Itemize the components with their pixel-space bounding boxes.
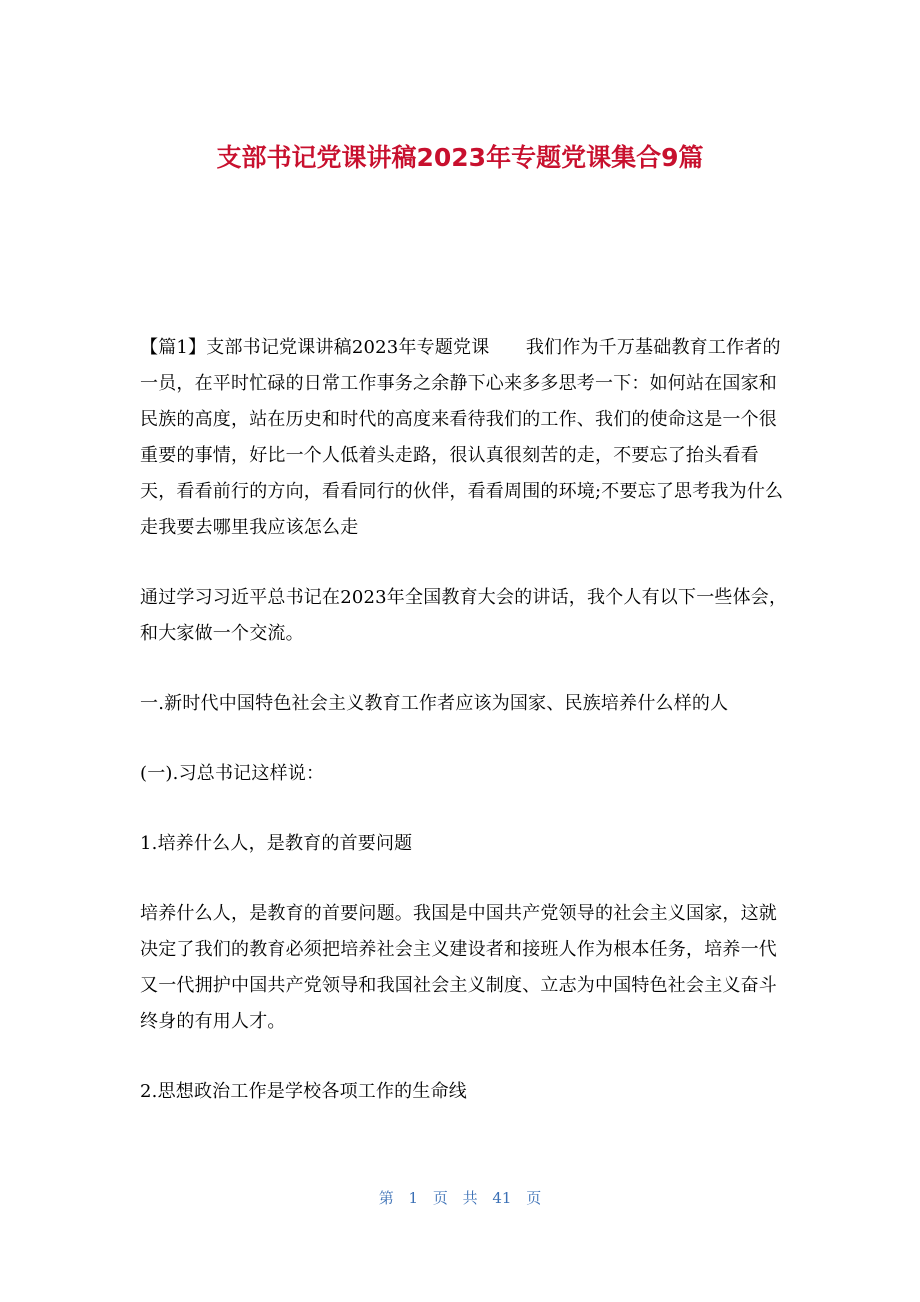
heading-point-1: 1.培养什么人，是教育的首要问题: [140, 833, 413, 854]
document-title: 支部书记党课讲稿2023年专题党课集合9篇: [216, 143, 704, 172]
heading-point-2: 2.思想政治工作是学校各项工作的生命线: [140, 1081, 467, 1102]
document-body: [140, 330, 790, 1110]
heading-section-1: 一.新时代中国特色社会主义教育工作者应该为国家、民族培养什么样的人: [140, 693, 729, 714]
paragraph-study: 通过学习习近平总书记在2023年全国教育大会的讲话，我个人有以下一些体会，和大家做一个交流。: [140, 587, 788, 644]
paragraph-point-1: 培养什么人，是教育的首要问题。我国是中国共产党领导的社会主义国家，这就决定了我们的教育必须把培养社会主义建设者和接班人作为根本任务，培养一代又一代拥护中国共产党领导和我国社会主义制度、立志为中国特色社会主义奋斗终身的有用人才。: [140, 903, 777, 1032]
heading-subsection-1: (一).习总书记这样说：: [140, 763, 325, 784]
page-footer: 第 1 页 共 41 页: [378, 1189, 542, 1207]
paragraph-intro: 【篇1】支部书记党课讲稿2023年专题党课 我们作为千万基础教育工作者的一员，在平时忙碌的日常工作事务之余静下心来多多思考一下：如何站在国家和民族的高度，站在历史和时代的高度来看待我们的工作、我们的使命这是一个很重要的事情，好比一个人低着头走路，很认真很刻苦的走，不要忘了抬头看看天，看看前行的方向，看看同行的伙伴，看看周围的环境;不要忘了思考我为什么走我要去哪里我应该怎么走: [140, 337, 784, 538]
